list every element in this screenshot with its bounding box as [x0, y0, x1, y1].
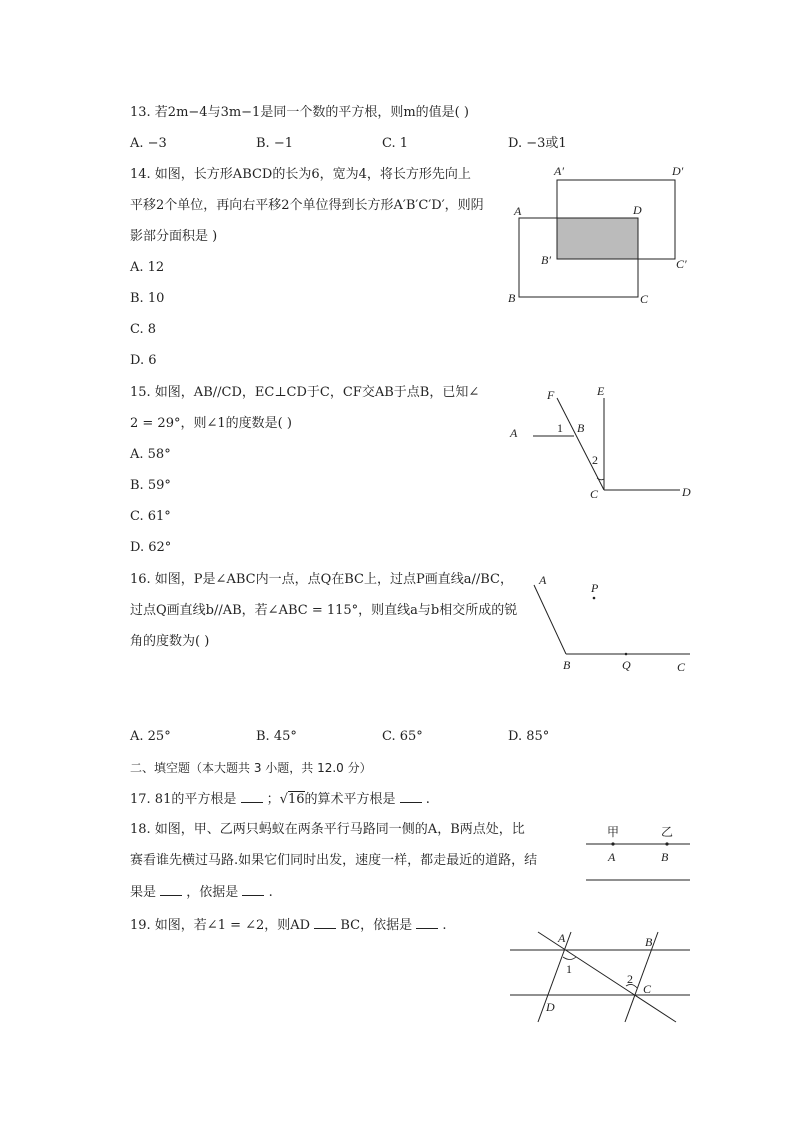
- q19-label-C: C: [643, 982, 652, 996]
- q19-text-c: .: [442, 918, 447, 933]
- q15-label-B: B: [577, 421, 585, 435]
- q14-label-B: B: [508, 291, 516, 305]
- q17-text-a: 17. 81的平方根是: [130, 792, 237, 807]
- q16-line-3: 角的度数为( ): [130, 634, 210, 649]
- q18-label-B: B: [661, 850, 669, 864]
- q15-label-A: A: [510, 426, 518, 440]
- q18-line-1: 18. 如图，甲、乙两只蚂蚁在两条平行马路同一侧的A，B两点处，比: [130, 822, 525, 837]
- q14-label-B-prime: B′: [541, 253, 551, 267]
- q14-label-D-prime: D′: [672, 164, 684, 178]
- q15-label-D: D: [682, 485, 691, 499]
- q15-label-C: C: [590, 487, 599, 501]
- q14-line-2: 平移2个单位，再向右平移2个单位得到长方形A′B′C′D′，则阴: [130, 198, 484, 213]
- q19-label-1: 1: [566, 962, 572, 976]
- q13-option-a: A. −3: [130, 136, 167, 151]
- q19-label-B: B: [645, 935, 653, 949]
- q15-line-1: 15. 如图，AB//CD，EC⊥CD于C，CF交AB于点B，已知∠: [130, 385, 480, 400]
- q14-label-D: D: [633, 203, 642, 217]
- q15-option-a: A. 58°: [130, 447, 171, 462]
- q14-label-C: C: [640, 292, 649, 306]
- q15-option-c: C. 61°: [130, 509, 171, 524]
- q18-text-b: ，依据是: [186, 885, 239, 900]
- q15-option-d: D. 62°: [130, 540, 172, 555]
- q16-label-Q: Q: [622, 658, 631, 672]
- q15-label-F: F: [547, 388, 555, 402]
- q18-text-a: 果是: [130, 885, 157, 900]
- q16-label-P: P: [591, 581, 599, 595]
- q17-text-c: 的算术平方根是: [304, 792, 396, 807]
- q14-label-A: A: [514, 204, 522, 218]
- q19-text-b: BC，依据是: [340, 918, 413, 933]
- q16-line-2: 过点Q画直线b//AB，若∠ABC = 115°，则直线a与b相交所成的锐: [130, 603, 518, 618]
- q18-text-c: .: [268, 885, 273, 900]
- q18-line-2: 赛看谁先横过马路.如果它们同时出发，速度一样，都走最近的道路，结: [130, 853, 538, 868]
- q16-label-A: A: [539, 573, 547, 587]
- q17-sqrt-number: 16: [287, 792, 305, 807]
- q15-label-2: 2: [592, 453, 598, 467]
- q16-option-d: D. 85°: [508, 729, 550, 744]
- q16-label-C: C: [677, 660, 686, 674]
- q14-line-3: 影部分面积是 ): [130, 229, 218, 244]
- q19-label-2: 2: [627, 972, 633, 986]
- q16-label-B: B: [563, 658, 571, 672]
- q13-stem: 13. 若2m−4与3m−1是同一个数的平方根，则m的值是( ): [130, 105, 469, 120]
- q14-option-b: B. 10: [130, 291, 165, 306]
- q14-label-C-prime: C′: [676, 257, 687, 271]
- q13-option-d: D. −3或1: [508, 136, 567, 151]
- q14-label-A-prime: A′: [554, 164, 564, 178]
- q14-option-c: C. 8: [130, 322, 157, 337]
- q19-text-a: 19. 如图，若∠1 = ∠2，则AD: [130, 918, 311, 933]
- sqrt-icon: √: [279, 792, 288, 807]
- q13-option-b: B. −1: [256, 136, 293, 151]
- q16-line-1: 16. 如图，P是∠ABC内一点，点Q在BC上，过点P画直线a//BC，: [130, 572, 513, 587]
- q18-label-yi: 乙: [661, 825, 674, 839]
- q16-option-a: A. 25°: [130, 729, 171, 744]
- q16-option-b: B. 45°: [256, 729, 297, 744]
- q13-option-c: C. 1: [382, 136, 409, 151]
- q16-option-c: C. 65°: [382, 729, 423, 744]
- q15-line-2: 2 = 29°，则∠1的度数是( ): [130, 416, 292, 431]
- q17-text-b: ；: [266, 792, 280, 807]
- q15-option-b: B. 59°: [130, 478, 171, 493]
- q18-label-A: A: [608, 850, 616, 864]
- q15-label-1: 1: [557, 421, 563, 435]
- q19-label-D: D: [546, 1000, 555, 1014]
- q18-label-jia: 甲: [607, 825, 620, 839]
- q17-text-d: .: [425, 792, 430, 807]
- q19-label-A: A: [558, 931, 566, 945]
- q14-line-1: 14. 如图，长方形ABCD的长为6，宽为4，将长方形先向上: [130, 167, 471, 182]
- section-title: 二、填空题（本大题共 3 小题，共 12.0 分）: [130, 761, 372, 775]
- q15-label-E: E: [597, 384, 605, 398]
- q14-option-d: D. 6: [130, 353, 157, 368]
- q14-option-a: A. 12: [130, 260, 165, 275]
